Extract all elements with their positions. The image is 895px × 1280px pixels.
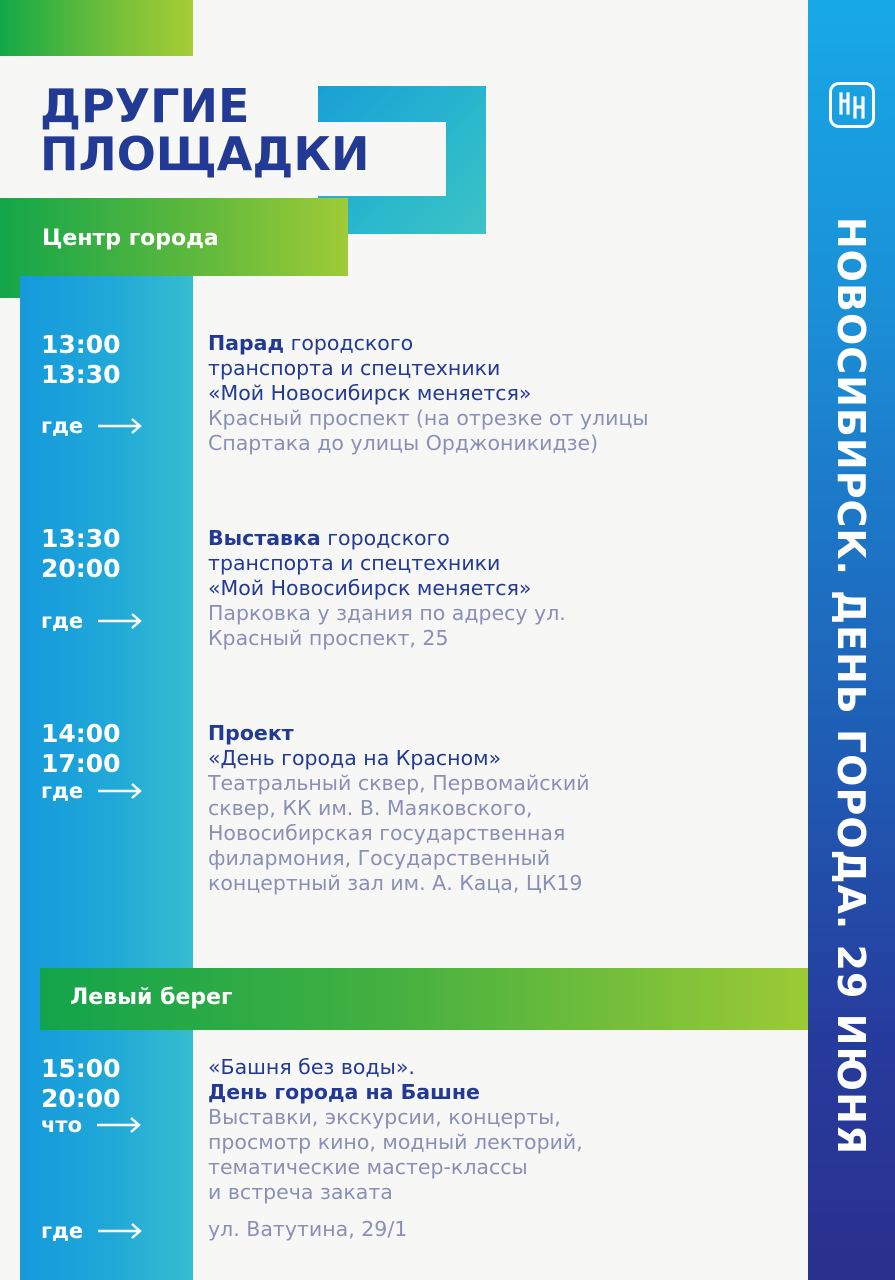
event-end-time: 20:00 <box>41 554 121 583</box>
where-text: где <box>41 1219 84 1243</box>
event-title <box>208 721 768 771</box>
page-title <box>40 79 370 181</box>
event-item <box>208 1055 768 1205</box>
section-title-left-bank: Левый берег <box>70 985 233 1010</box>
event-title-text: городского <box>284 331 414 355</box>
event-location-text: Парковка у здания по адресу ул. <box>208 601 566 625</box>
where-text: где <box>41 779 84 803</box>
where-text: где <box>41 609 84 633</box>
page-title-line-2: ПЛОЩАДКИ <box>40 127 370 181</box>
event-location <box>208 601 768 651</box>
event-location-text: ул. Ватутина, 29/1 <box>208 1217 408 1241</box>
event-description-text: Выставки, экскурсии, концерты, <box>208 1105 561 1129</box>
event-end-time: 20:00 <box>41 1084 121 1113</box>
what-label <box>41 1113 142 1137</box>
what-text: что <box>41 1113 83 1137</box>
where-label <box>41 779 143 803</box>
event-title <box>208 331 768 406</box>
event-location-text: концертный зал им. А. Каца, ЦК19 <box>208 871 583 895</box>
where-label <box>41 414 143 438</box>
event-time <box>41 1054 121 1114</box>
event-description-text: тематические мастер-классы <box>208 1155 528 1179</box>
event-title-text: «Мой Новосибирск меняется» <box>208 576 532 600</box>
event-title-text: городского <box>320 526 450 550</box>
arrow-right-icon <box>97 418 143 434</box>
event-title-text: «День города на Красном» <box>208 746 502 770</box>
event-title <box>208 1055 768 1105</box>
event-time <box>41 719 121 779</box>
arrow-right-icon <box>97 1223 143 1239</box>
event-title-text: транспорта и спецтехники <box>208 356 501 380</box>
event-time <box>41 330 121 390</box>
event-location-text: Театральный сквер, Первомайский <box>208 771 590 795</box>
event-item <box>208 721 768 896</box>
event-start-time: 13:30 <box>41 524 121 553</box>
event-title-text: «Башня без воды». <box>208 1055 415 1079</box>
event-item <box>208 526 768 651</box>
event-description <box>208 1105 768 1205</box>
arrow-right-icon <box>97 783 143 799</box>
event-location-text: Спартака до улицы Орджоникидзе) <box>208 431 599 455</box>
event-location-text: Новосибирская государственная <box>208 821 566 845</box>
nn-logo-icon <box>829 82 875 128</box>
event-location-text: филармония, Государственный <box>208 846 551 870</box>
arrow-right-icon <box>97 613 143 629</box>
event-location <box>208 771 768 896</box>
event-location <box>208 406 768 456</box>
where-label <box>41 1219 143 1243</box>
event-location-text: сквер, КК им. В. Маяковского, <box>208 796 533 820</box>
event-description-text: и встреча заката <box>208 1180 393 1204</box>
event-start-time: 14:00 <box>41 719 121 748</box>
event-end-time: 17:00 <box>41 749 121 778</box>
section-title-center: Центр города <box>42 226 219 251</box>
event-title-text: транспорта и спецтехники <box>208 551 501 575</box>
where-label <box>41 609 143 633</box>
event-title-text: «Мой Новосибирск меняется» <box>208 381 532 405</box>
green-corner-block <box>0 0 193 56</box>
event-description-text: просмотр кино, модный лекторий, <box>208 1130 583 1154</box>
event-location <box>208 1217 768 1242</box>
event-end-time: 13:30 <box>41 360 121 389</box>
page-title-line-1: ДРУГИЕ <box>40 79 250 133</box>
arrow-right-icon <box>96 1117 142 1133</box>
event-title-bold: Проект <box>208 721 294 745</box>
event-title-bold: Парад <box>208 331 285 355</box>
event-title-bold: День города на Башне <box>208 1080 480 1104</box>
event-item <box>208 331 768 456</box>
side-banner-text: НОВОСИБИРСК. ДЕНЬ ГОРОДА. 29 ИЮНЯ <box>829 216 873 1156</box>
event-time <box>41 524 121 584</box>
event-location-text: Красный проспект, 25 <box>208 626 449 650</box>
event-start-time: 13:00 <box>41 330 121 359</box>
event-title-bold: Выставка <box>208 526 321 550</box>
event-start-time: 15:00 <box>41 1054 121 1083</box>
event-title <box>208 526 768 601</box>
where-text: где <box>41 414 84 438</box>
event-location-text: Красный проспект (на отрезке от улицы <box>208 406 649 430</box>
